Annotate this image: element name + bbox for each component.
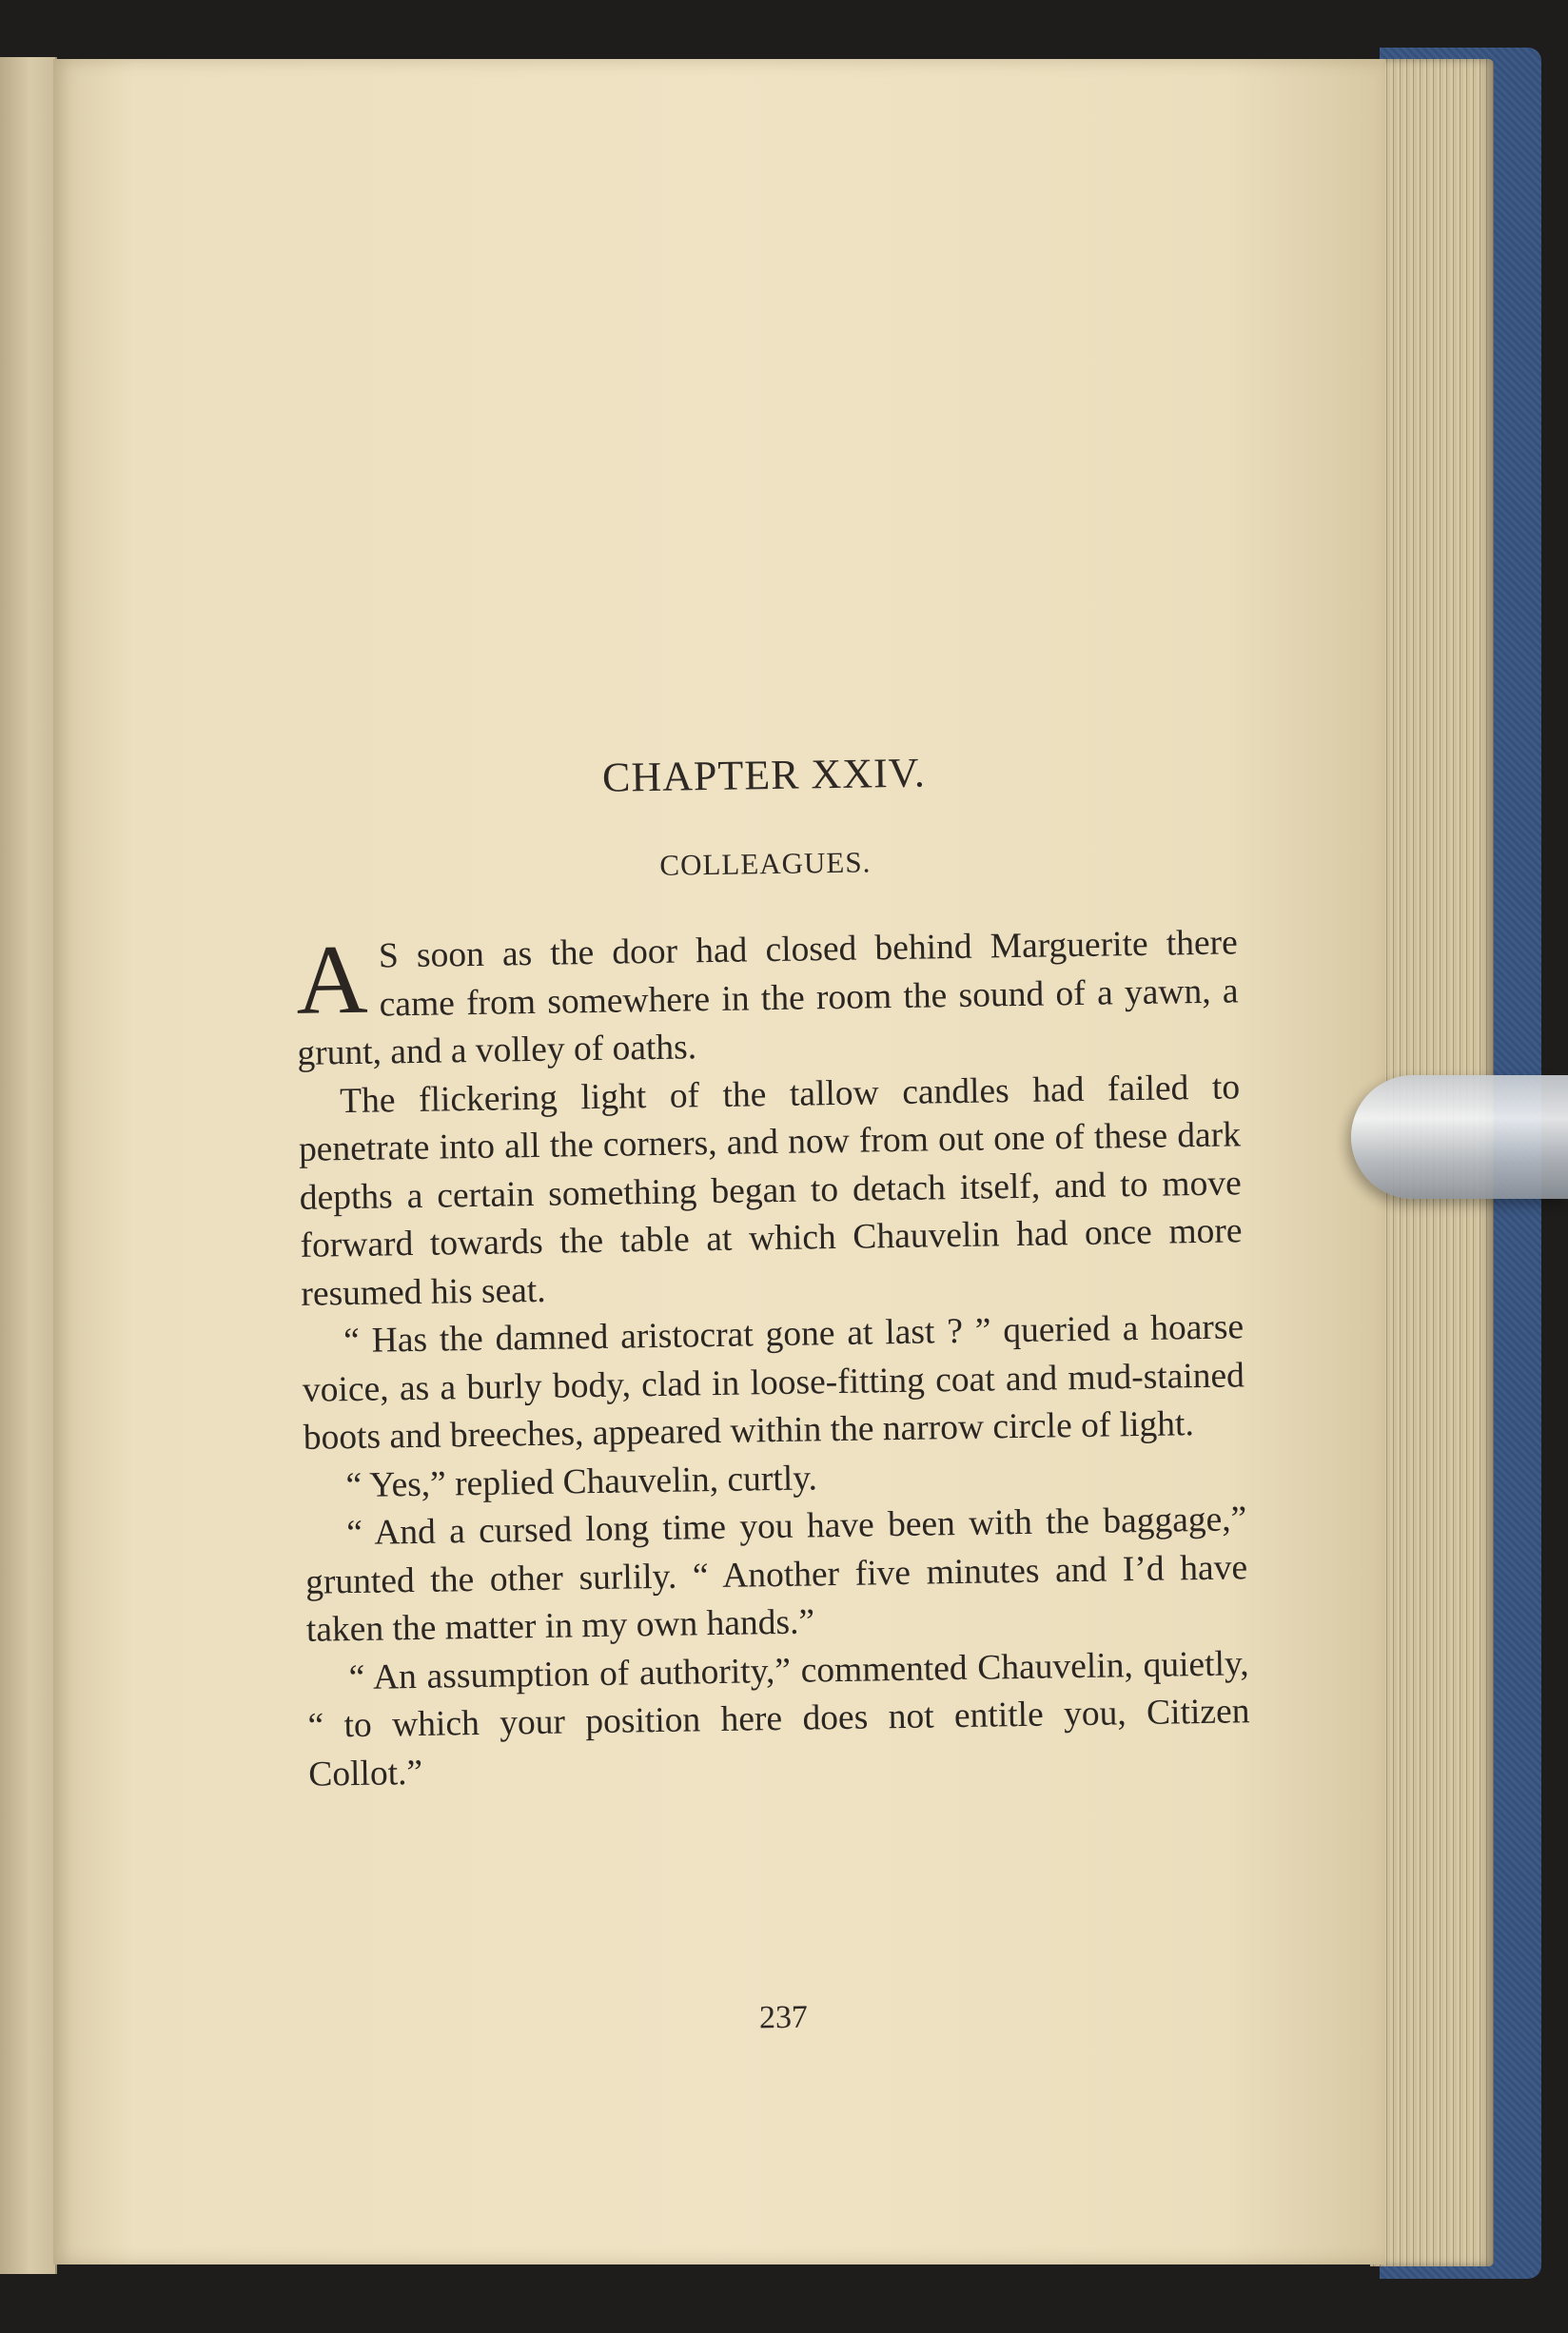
paragraph — [295, 919, 1239, 1078]
book-page — [53, 59, 1385, 2264]
text-block — [282, 44, 1250, 2036]
page-number: 237 — [758, 1999, 809, 2036]
paragraph: “ Yes,” replied Chauvelin, curtly. — [345, 1458, 818, 1505]
paragraph: “ And a cursed long time you have been with the baggage,” grunted the other surlily. “ Another five minutes and I’d have taken the matter in my own hands.” — [304, 1500, 1248, 1650]
paragraph: The flickering light of the tallow candles had failed to penetrate into all the corners, and now from out one of these dark depths a certain something began to detach itself, and to move forward towards the table at which Chauvelin had once more resumed his seat. — [298, 1067, 1243, 1314]
paragraph: “ An assumption of authority,” commented Chauvelin, quietly, “ to which your position here does not entitle you, Citizen Collot.” — [307, 1643, 1250, 1794]
previous-page-edge — [0, 57, 57, 2274]
chapter-subtitle: COLLEAGUES. — [659, 845, 872, 882]
bookmark-clip — [1351, 1075, 1568, 1199]
chapter-title: CHAPTER XXIV. — [601, 749, 927, 801]
paragraph: “ Has the damned aristocrat gone at last ? ” queried a hoarse voice, as a burly body, clad in loose-fitting coat and mud-stained boots and breeches, appeared within the narrow circle of light. — [302, 1307, 1245, 1458]
chapter-body — [295, 919, 1250, 1798]
drop-cap: A — [295, 924, 369, 1035]
paragraph-text: S soon as the door had closed behind Marguerite there came from somewhere in the room the sound of a yawn, a grunt, and a volley of oaths. — [297, 923, 1239, 1073]
